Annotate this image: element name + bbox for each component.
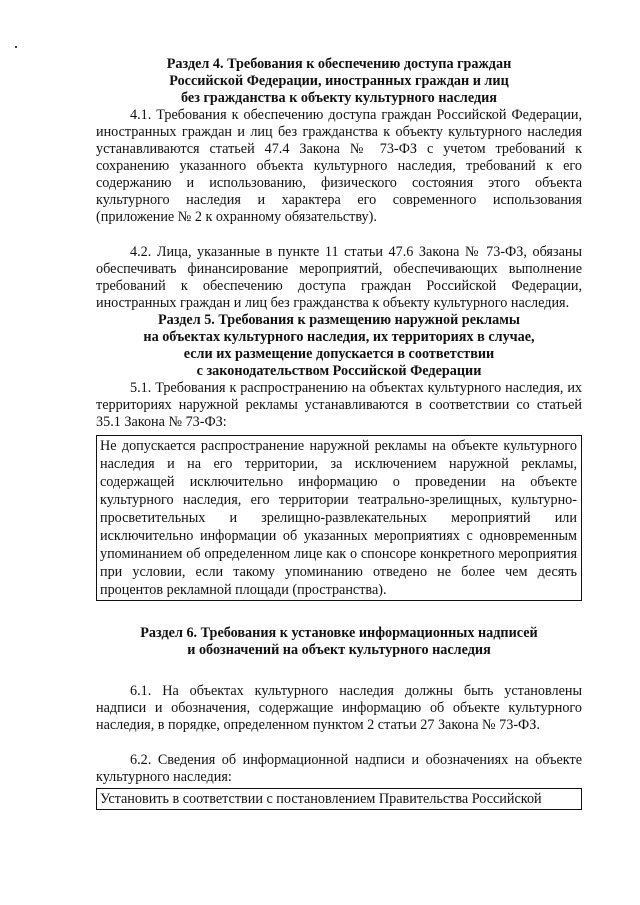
paragraph-4-2: 4.2. Лица, указанные в пункте 11 статьи 47.6 Закона № 73-ФЗ, обязаны обеспечивать финансирование мероприятий, обеспечивающих выполнение требований к обеспечению доступа граждан Российской Федерации, иностранных граждан и лиц без гражданства к объекту культурного наследия. (96, 244, 582, 311)
section-5-heading-line: если их размещение допускается в соответствии (183, 346, 495, 362)
section-5-heading-line: с законодательством Российской Федерации (196, 363, 482, 379)
document-page (96, 56, 582, 810)
section-6-heading-line: и обозначений на объект культурного наследия (187, 642, 491, 658)
section-4-heading-line: Российской Федерации, иностранных граждан и лиц (169, 73, 509, 89)
inscription-info-box: Установить в соответствии с постановлением Правительства Российской (96, 788, 582, 810)
section-4-heading (96, 56, 582, 107)
section-5-heading (96, 312, 582, 380)
advertising-requirements-box: Не допускается распространение наружной рекламы на объекте культурного наследия и на его территории, за исключением наружной рекламы, содержащей исключительно информацию о проведении на объекте культурного наследия, его территории театрально-зрелищных, культурно-просветительных и зрелищно-развлекательных мероприятий или исключительно информации об указанных мероприятиях с одновременным упоминанием об определенном лице как о спонсоре конкретного мероприятия при условии, если такому упоминанию отведено не более чем десять процентов рекламной площади (пространства). (96, 435, 582, 601)
section-5-heading-line: на объектах культурного наследия, их территориях в случае, (143, 329, 535, 345)
section-6-heading (96, 625, 582, 659)
section-4-heading-line: без гражданства к объекту культурного наследия (181, 90, 497, 106)
paragraph-5-1: 5.1. Требования к распространению на объектах культурного наследия, их территориях наружной рекламы устанавливаются в соответствии со статьей 35.1 Закона № 73-ФЗ: (96, 380, 582, 430)
section-4-heading-line: Раздел 4. Требования к обеспечению доступа граждан (166, 56, 512, 72)
section-5-heading-line: Раздел 5. Требования к размещению наружной рекламы (158, 312, 520, 328)
paragraph-4-1: 4.1. Требования к обеспечению доступа граждан Российской Федерации, иностранных граждан и лиц без гражданства к объекту культурного наследия устанавливаются статьей 47.4 Закона № 73-ФЗ с учетом требований к сохранению указанного объекта культурного наследия, требований к его содержанию и использованию, физического состояния этого объекта культурного наследия и характера его современного использования (приложение № 2 к охранному обязательству). (96, 107, 582, 225)
paragraph-6-1: 6.1. На объектах культурного наследия должны быть установлены надписи и обозначения, содержащие информацию об объекте культурного наследия, в порядке, определенном пунктом 2 статьи 27 Закона № 73-ФЗ. (96, 683, 582, 733)
paragraph-6-2: 6.2. Сведения об информационной надписи и обозначениях на объекте культурного наследия: (96, 752, 582, 785)
section-6-heading-line: Раздел 6. Требования к установке информационных надписей (140, 625, 538, 641)
scan-speck (15, 46, 17, 48)
